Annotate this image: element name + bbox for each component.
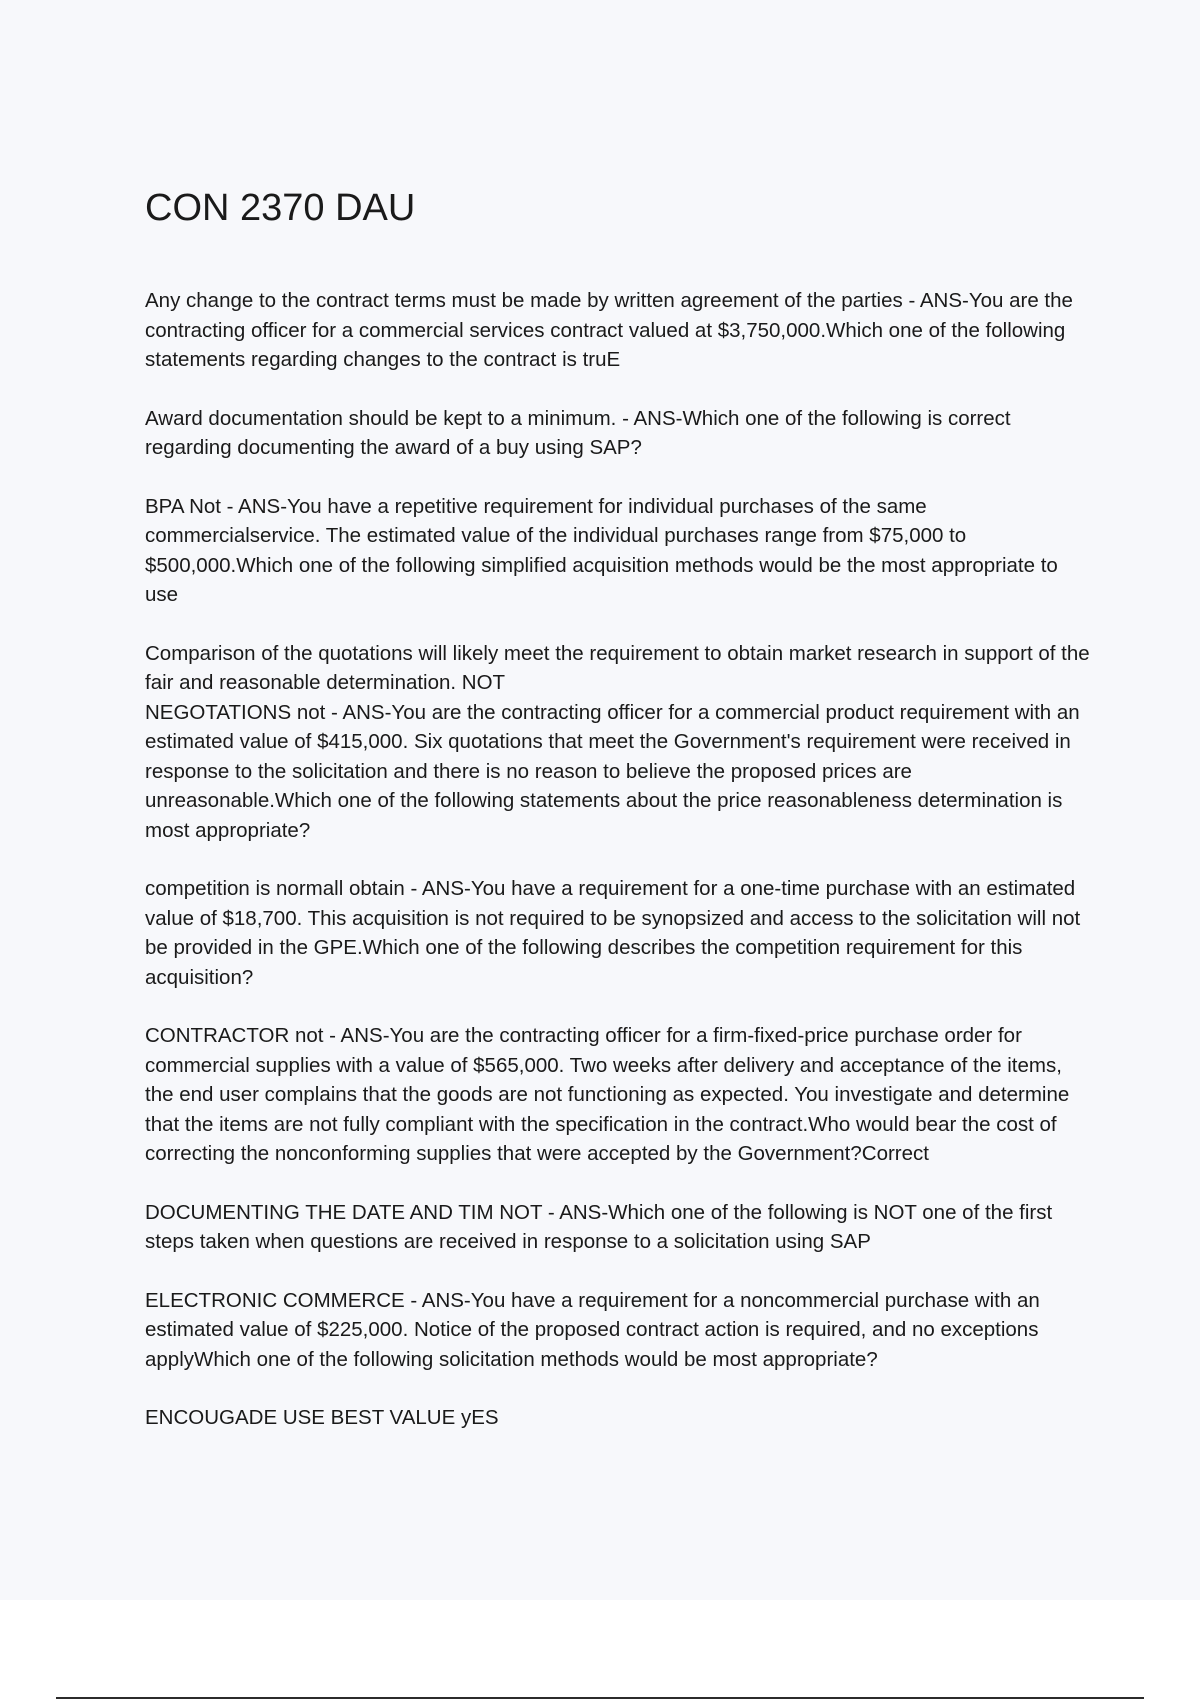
qa-entry: ELECTRONIC COMMERCE - ANS-You have a requirement for a noncommercial purchase with an estimated value of $225,000. Notice of the proposed contract action is required, and no exceptions applyWhich one of the following solicitation methods would be most appropriate? xyxy=(145,1288,1040,1371)
document-content xyxy=(145,180,1095,1462)
document-title: CON 2370 DAU xyxy=(145,187,416,229)
qa-entry: CONTRACTOR not - ANS-You are the contracting officer for a firm-fixed-price purchase order for commercial supplies with a value of $565,000. Two weeks after delivery and acceptance of the items, the end user complains that the goods are not functioning as expected. You investigate and determine that the items are not fully compliant with the specification in the contract.Who would bear the cost of correcting the nonconforming supplies that were accepted by the Government?Correct xyxy=(145,1024,1070,1165)
qa-entry: BPA Not - ANS-You have a repetitive requirement for individual purchases of the same commercialservice. The estimated value of the individual purchases range from $75,000 to $500,000.Which one of the following simplified acquisition methods would be the most appropriate to use xyxy=(145,494,1058,606)
qa-entry: Any change to the contract terms must be made by written agreement of the parties - ANS-You are the contracting officer for a commercial services contract valued at $3,750,000.Which one of the following statements regarding changes to the contract is truE xyxy=(145,289,1073,371)
qa-entry: competition is normall obtain - ANS-You have a requirement for a one-time purchase with an estimated value of $18,700. This acquisition is not required to be synopsized and access to the solicitation will not be provided in the GPE.Which one of the following describes the competition requirement for this acquisition? xyxy=(145,877,1081,989)
qa-entry: DOCUMENTING THE DATE AND TIM NOT - ANS-Which one of the following is NOT one of the first steps taken when questions are received in response to a solicitation using SAP xyxy=(145,1200,1053,1253)
qa-entry: Comparison of the quotations will likely meet the requirement to obtain market research in support of the fair and reasonable determination. NOT NEGOTATIONS not - ANS-You are the contracting officer for a commercial product requirement with an estimated value of $415,000. Six quotations that meet the Government's requirement were received in response to the solicitation and there is no reason to believe the proposed prices are unreasonable.Which one of the following statements about the price reasonableness determination is most appropriate? xyxy=(145,641,1090,842)
qa-entry: ENCOUGADE USE BEST VALUE yES xyxy=(145,1406,499,1429)
page-bottom-divider xyxy=(56,1697,1144,1699)
qa-entry: Award documentation should be kept to a minimum. - ANS-Which one of the following is correct regarding documenting the award of a buy using SAP? xyxy=(145,406,1011,459)
